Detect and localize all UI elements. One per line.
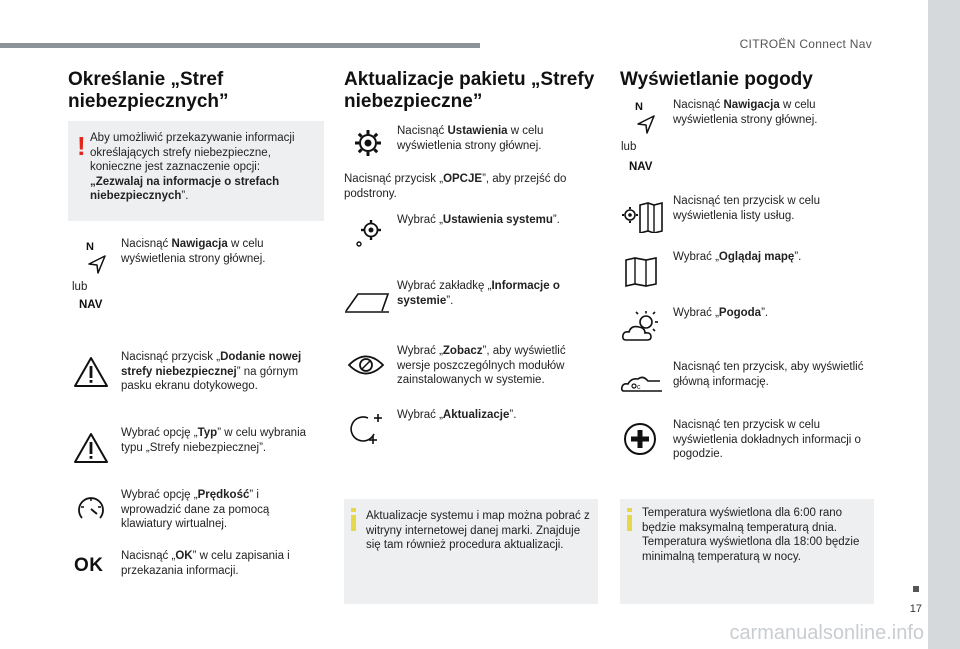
- side-strip: [928, 0, 960, 649]
- step-options: Nacisnąć przycisk „OPCJE”, aby przejść do podstrony.: [344, 173, 567, 200]
- warning-box: [68, 121, 324, 221]
- info-box: [620, 499, 874, 604]
- section-title: Aktualizacje pakietu „Strefy niebezpieczne”: [344, 69, 595, 112]
- step-speed: Wybrać opcję „Prędkość” i wprowadzić dane za pomocą klawiatury wirtualnej.: [121, 489, 270, 530]
- warning-triangle-icon: [73, 432, 109, 464]
- or-label: lub: [621, 141, 637, 153]
- step-view: Wybrać „Zobacz”, aby wyświetlić wersje poszczególnych modułów zainstalowanych w systemie.: [397, 345, 566, 386]
- svg-text:N: N: [86, 241, 94, 253]
- step-system-settings: Wybrać „Ustawienia systemu”.: [397, 214, 560, 226]
- header-rule: [0, 43, 480, 48]
- warning-text: Aby umożliwić przekazywanie informacji określających strefy niebezpieczne, konieczne jest zaznaczenie opcji: „Zezwalaj na informacje o strefach niebezpiecznych”.: [90, 132, 295, 202]
- tab-icon: [344, 291, 390, 315]
- updates-icon: [348, 412, 384, 446]
- map-icon: [624, 256, 658, 288]
- ok-button-label: OK: [74, 555, 104, 576]
- step-details: Nacisnąć ten przycisk w celu wyświetlenia dokładnych informacji o pogodzie.: [673, 419, 861, 460]
- step-updates: Wybrać „Aktualizacje”.: [397, 409, 517, 421]
- brand-label: CITROËN Connect Nav: [739, 37, 872, 51]
- step-type: Wybrać opcję „Typ” w celu wybrania typu „Strefy niebezpiecznej”.: [121, 427, 307, 454]
- step-settings: Nacisnąć Ustawienia w celu wyświetlenia strony głównej.: [397, 125, 544, 152]
- svg-text:N: N: [635, 101, 643, 113]
- page-marker: [913, 586, 919, 592]
- step-system-info: Wybrać zakładkę „Informacje o systemie”.: [397, 280, 560, 307]
- step-weather: Wybrać „Pogoda”.: [673, 307, 769, 319]
- speedometer-icon: [76, 494, 106, 522]
- nav-button-label: NAV: [629, 161, 653, 173]
- step-add-zone: Nacisnąć przycisk „Dodanie nowej strefy niebezpiecznej” na górnym pasku ekranu dotykowego.: [121, 351, 302, 392]
- navigation-icon: [85, 238, 109, 274]
- nav-button-label: NAV: [79, 299, 103, 311]
- info-box: [344, 499, 598, 604]
- step-navigation: Nacisnąć Nawigacja w celu wyświetlenia strony głównej.: [121, 238, 266, 265]
- svg-text:c: c: [637, 384, 641, 391]
- system-settings-icon: [354, 219, 384, 249]
- info-icon: [351, 515, 356, 531]
- step-ok: Nacisnąć „OK” w celu zapisania i przekazania informacji.: [121, 550, 290, 577]
- settings-gear-icon: [354, 129, 382, 157]
- section-title: Określanie „Stref niebezpiecznych”: [68, 69, 229, 112]
- watermark: carmanualsonline.info: [729, 622, 924, 644]
- navigation-icon: [634, 98, 658, 134]
- step-navigation: Nacisnąć Nawigacja w celu wyświetlenia strony głównej.: [673, 99, 818, 126]
- info-text: Temperatura wyświetlona dla 6:00 rano będzie maksymalną temperaturą dnia. Temperatura wyświetlona dla 18:00 będzie minimalną temperaturą w nocy.: [642, 507, 860, 563]
- step-main-info: Nacisnąć ten przycisk, aby wyświetlić główną informację.: [673, 361, 864, 388]
- info-icon: [627, 515, 632, 531]
- section-title: Wyświetlanie pogody: [620, 69, 813, 90]
- warning-triangle-icon: [73, 356, 109, 388]
- step-view-map: Wybrać „Oglądaj mapę”.: [673, 251, 802, 263]
- weather-sun-cloud-icon: [620, 310, 662, 344]
- step-services: Nacisnąć ten przycisk w celu wyświetlenia listy usług.: [673, 195, 820, 222]
- exclamation-icon: !: [77, 131, 86, 161]
- page-number: 17: [909, 603, 922, 615]
- plus-circle-icon: [623, 422, 657, 456]
- services-list-icon: [620, 201, 664, 233]
- eye-icon: [347, 352, 385, 378]
- info-text: Aktualizacje systemu i map można pobrać z witryny internetowej danej marki. Znajduje się tam również procedura aktualizacji.: [366, 510, 590, 551]
- or-label: lub: [72, 281, 88, 293]
- weather-cloud-icon: [620, 373, 664, 395]
